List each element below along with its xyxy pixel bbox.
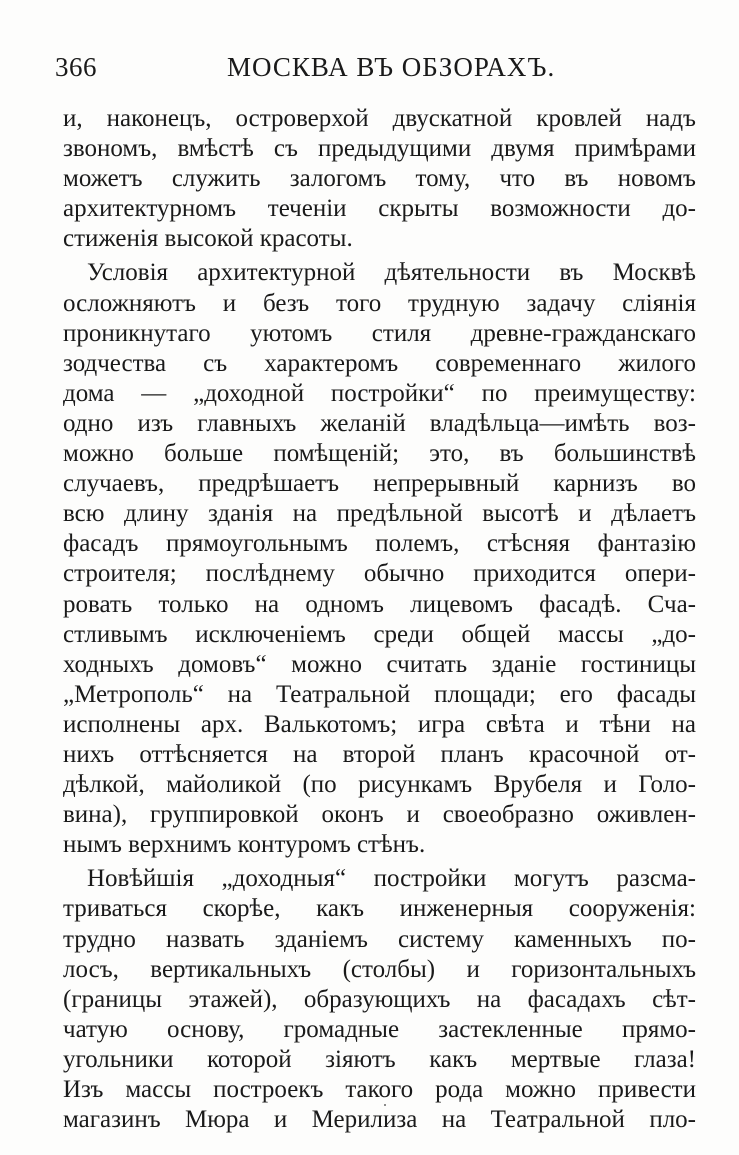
- running-title: МОСКВА ВЪ ОБЗОРАХЪ.: [227, 52, 556, 82]
- text-line: Изъ массы построекъ такого рода можно привести: [63, 1076, 696, 1103]
- text-line: исполнены арх. Валькотомъ; игра свѣта и тѣни на: [63, 710, 696, 738]
- text-line: ходныхъ домовъ“ можно считать зданіе гостиницы: [63, 650, 696, 678]
- text-line: (границы этажей), образующихъ на фасадахъ сѣт-: [63, 985, 696, 1013]
- text-line: „Метрополь“ на Театральной площади; его фасады: [63, 680, 696, 708]
- text-line: стливымъ исключеніемъ среди общей массы „до-: [63, 620, 696, 648]
- text-line: магазинъ Мюра и Мерилиза на Театральной пло-: [63, 1106, 696, 1134]
- text-line: архитектурномъ теченіи скрыты возможности до-: [63, 195, 696, 223]
- text-line: стиженія высокой красоты.: [63, 225, 353, 253]
- body-text: [63, 104, 696, 1135]
- text-line: дѣлкой, майоликой (по рисункамъ Врубеля и Голо-: [63, 771, 696, 799]
- text-line: дома — „доходной постройки“ по преимуществу:: [63, 379, 696, 407]
- paragraph-1: [63, 104, 696, 254]
- text-line: всю длину зданія на предѣльной высотѣ и дѣлаетъ: [63, 500, 696, 528]
- text-line: Условія архитектурной дѣятельности въ Москвѣ: [87, 259, 696, 287]
- text-line: случаевъ, предрѣшаетъ непрерывный карнизъ во: [63, 470, 696, 498]
- paragraph-3: [63, 864, 696, 1135]
- text-line: и, наконецъ, островерхой двускатной кровлей надъ: [63, 105, 696, 132]
- text-line: можно больше помѣщеній; это, въ большинствѣ: [63, 440, 696, 468]
- text-line: чатую основу, громадные застекленные прямо-: [63, 1015, 696, 1043]
- page-number: 366: [55, 52, 97, 82]
- text-line: вина), группировкой оконъ и своеобразно оживлен-: [63, 801, 696, 829]
- text-line: зодчества съ характеромъ современнаго жилого: [63, 349, 696, 377]
- print-speck: [384, 1104, 386, 1106]
- text-line: нихъ оттѣсняется на второй планъ красочной от-: [63, 740, 696, 768]
- text-line: можетъ служить залогомъ тому, что въ новомъ: [63, 165, 696, 193]
- text-line: одно изъ главныхъ желаній владѣльца—имѣть воз-: [63, 409, 696, 437]
- text-line: Новѣйшія „доходныя“ постройки могутъ разсма-: [87, 865, 696, 893]
- page-header: [55, 52, 695, 92]
- text-line: ровать только на одномъ лицевомъ фасадѣ. Сча-: [63, 590, 696, 618]
- text-line: фасадъ прямоугольнымъ полемъ, стѣсняя фантазію: [63, 530, 696, 558]
- text-line: триваться скорѣе, какъ инженерныя сооруженія:: [63, 895, 696, 923]
- text-line: нымъ верхнимъ контуромъ стѣнъ.: [63, 831, 426, 859]
- text-line: осложняютъ и безъ того трудную задачу сліянія: [63, 289, 696, 317]
- text-line: угольники которой зіяютъ какъ мертвые глаза!: [63, 1045, 696, 1073]
- text-line: трудно назвать зданіемъ систему каменныхъ по-: [63, 925, 696, 953]
- text-line: проникнутаго уютомъ стиля древне-гражданскаго: [63, 319, 696, 347]
- text-line: лосъ, вертикальныхъ (столбы) и горизонтальныхъ: [63, 955, 696, 983]
- text-line: строителя; послѣднему обычно приходится опери-: [63, 560, 696, 588]
- text-line: звономъ, вмѣстѣ съ предыдущими двумя примѣрами: [63, 135, 696, 163]
- paragraph-2: [63, 258, 696, 860]
